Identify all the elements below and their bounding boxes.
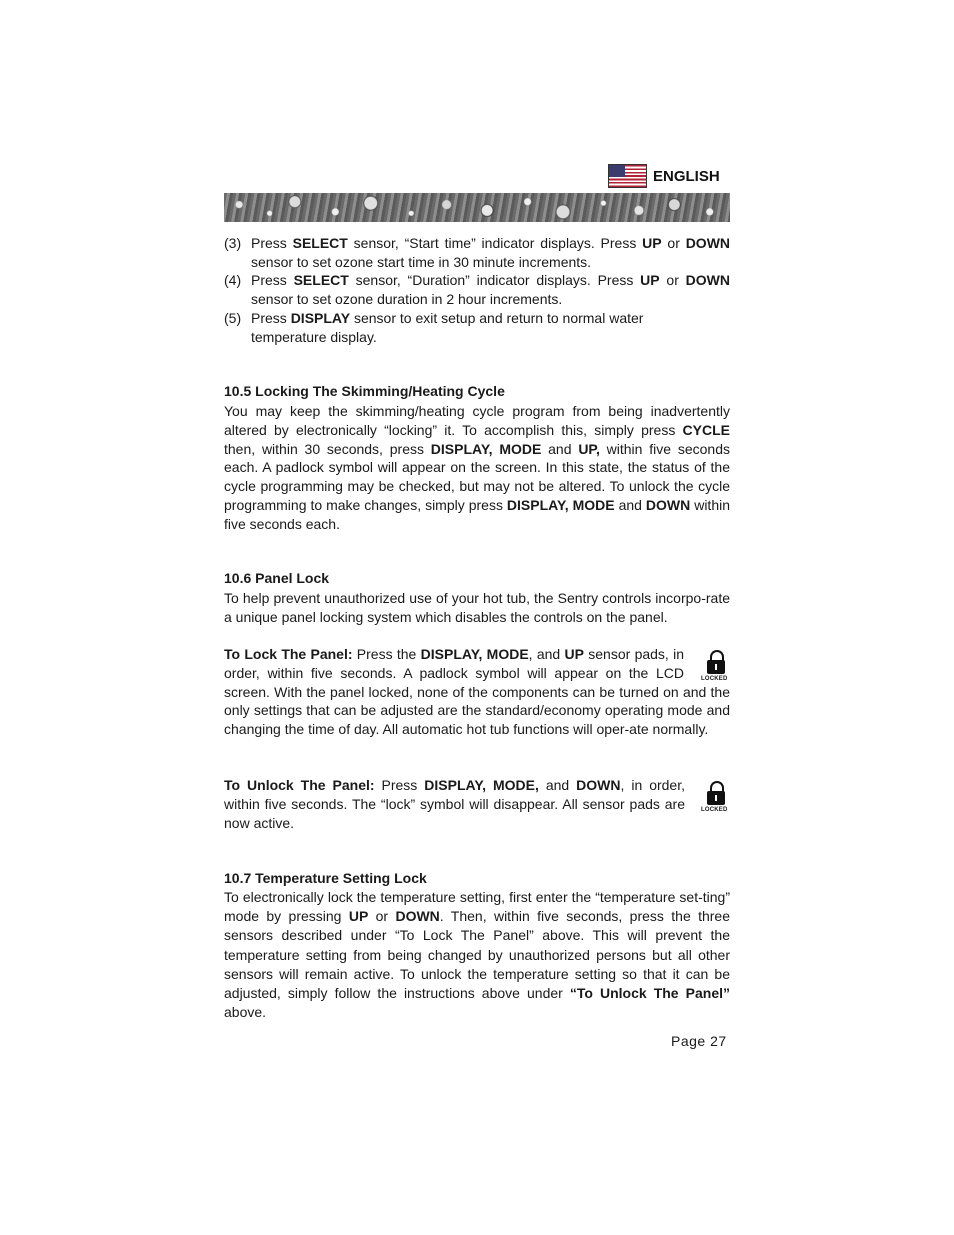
page-number: Page 27 [671,1033,727,1049]
list-item [224,309,730,347]
list-item-number: (3) [224,235,242,251]
list-item-text: Press SELECT sensor, “Duration” indicator displays. Press UP or DOWN sensor to set ozone duration in 2 hour increments. [251,272,730,307]
bold-term: DOWN [395,908,440,925]
unlock-panel-instructions: To Unlock The Panel: Press DISPLAY, MODE, and DOWN, in order, within five seconds. The “lock” symbol will disappear. All sensor pads are now active. [224,777,685,831]
list-item [224,271,730,309]
bold-term: UP [564,646,584,662]
padlock-icon [703,650,731,680]
bold-term: DISPLAY, MODE [430,440,542,457]
list-item [224,234,730,272]
language-label: ENGLISH [653,167,720,185]
padlock-label: LOCKED [701,676,728,682]
bold-term: SELECT [293,272,349,288]
lock-panel-instructions: To Lock The Panel: Press the DISPLAY, MODE, and UP sensor pads, in order, within five seconds. A padlock symbol will appear on the LCD screen. With the panel locked, none of the components can be turned on and the only settings that can be adjusted are the standard/economy operating mode and changing the time of day. All automatic hot tub functions will oper-ate normally. [224,646,730,738]
us-flag-icon [608,164,647,188]
bold-term: “To Unlock The Panel” [569,985,730,1002]
bold-term: DOWN [685,272,730,288]
section-10-6-intro: To help prevent unauthorized use of your hot tub, the Sentry controls incorpo-rate a unique panel locking system which disables the controls on the panel. [224,590,730,625]
bold-term: DOWN [645,496,691,513]
list-item-text: Press DISPLAY sensor to exit setup and return to normal water temperature display. [251,310,644,345]
bold-term: DISPLAY, MODE, [424,777,539,793]
water-droplets-banner [224,193,730,222]
section-10-7-body: To electronically lock the temperature setting, first enter the “temperature set-ting” mode by pressing UP or DOWN. Then, within five seconds, press the three sensors described under “To Lock The Panel” above. This will prevent the temperature setting from being changed by unauthorized persons but all other sensors will remain active. To unlock the temperature setting so that it can be adjusted, simply follow the instructions above under “To Unlock The Panel” above. [224,889,730,1021]
list-item-text: Press SELECT sensor, “Start time” indicator displays. Press UP or DOWN sensor to set ozone start time in 30 minute increments. [251,235,731,270]
bold-term: To Unlock The Panel: [224,777,375,793]
section-heading-10-5: 10.5 Locking The Skimming/Heating Cycle [224,383,505,399]
bold-term: SELECT [292,235,348,251]
padlock-label: LOCKED [701,807,728,813]
bold-term: CYCLE [682,421,730,438]
section-10-5-body: You may keep the skimming/heating cycle program from being inadvertently altered by electronically “locking” it. To accomplish this, simply press CYCLE then, within 30 seconds, press DISPLAY, MODE and UP, within five seconds each. A padlock symbol will appear on the screen. In this state, the status of the cycle programming may be checked, but may not be altered. To unlock the cycle programming to make changes, simply press DISPLAY, MODE and DOWN within five seconds each. [224,403,731,532]
bold-term: To Lock The Panel: [224,646,353,662]
list-item-number: (5) [224,310,242,326]
bold-term: DOWN [685,235,731,251]
bold-term: UP [642,235,662,251]
bold-term: UP, [578,440,600,457]
list-item-number: (4) [224,272,242,288]
bold-term: UP [640,272,660,288]
section-heading-10-6: 10.6 Panel Lock [224,570,330,586]
bold-term: DOWN [576,777,621,793]
section-heading-10-7: 10.7 Temperature Setting Lock [224,870,427,886]
bold-term: DISPLAY, MODE [420,646,529,662]
bold-term: DISPLAY, MODE [506,496,615,513]
bold-term: UP [348,908,369,925]
padlock-icon [703,781,731,811]
language-indicator [608,164,720,188]
bold-term: DISPLAY [290,310,351,326]
